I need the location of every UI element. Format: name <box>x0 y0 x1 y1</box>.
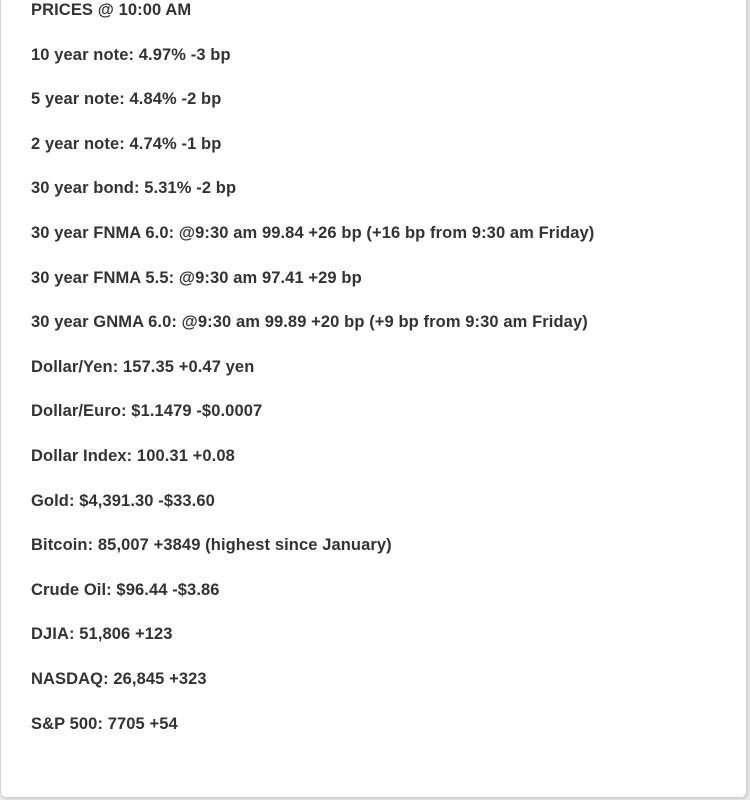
price-line-5-year-note: 5 year note: 4.84% -2 bp <box>31 90 222 109</box>
price-line-nasdaq: NASDAQ: 26,845 +323 <box>31 669 207 688</box>
price-line-dollar-index: Dollar Index: 100.31 +0.08 <box>31 446 235 465</box>
price-line-djia: DJIA: 51,806 +123 <box>31 625 173 644</box>
price-line-30-year-bond: 30 year bond: 5.31% -2 bp <box>31 179 237 198</box>
price-line-2-year-note: 2 year note: 4.74% -1 bp <box>31 134 222 153</box>
price-line-dollar-yen: Dollar/Yen: 157.35 +0.47 yen <box>31 357 255 376</box>
price-line-bitcoin: Bitcoin: 85,007 +3849 (highest since January) <box>31 536 392 555</box>
price-line-crude-oil: Crude Oil: $96.44 -$3.86 <box>31 580 220 599</box>
price-line-dollar-euro: Dollar/Euro: $1.1479 -$0.0007 <box>31 402 263 421</box>
prices-heading: PRICES @ 10:00 AM <box>31 1 192 19</box>
prices-list <box>31 1 594 759</box>
price-line-fnma-5-5: 30 year FNMA 5.5: @9:30 am 97.41 +29 bp <box>31 268 362 287</box>
price-line-fnma-6-0: 30 year FNMA 6.0: @9:30 am 99.84 +26 bp (+16 bp from 9:30 am Friday) <box>31 223 595 242</box>
price-line-gnma-6-0: 30 year GNMA 6.0: @9:30 am 99.89 +20 bp (+9 bp from 9:30 am Friday) <box>31 313 588 332</box>
price-line-10-year-note: 10 year note: 4.97% -3 bp <box>31 45 231 64</box>
price-line-sp-500: S&P 500: 7705 +54 <box>31 714 178 733</box>
price-line-gold: Gold: $4,391.30 -$33.60 <box>31 491 215 510</box>
